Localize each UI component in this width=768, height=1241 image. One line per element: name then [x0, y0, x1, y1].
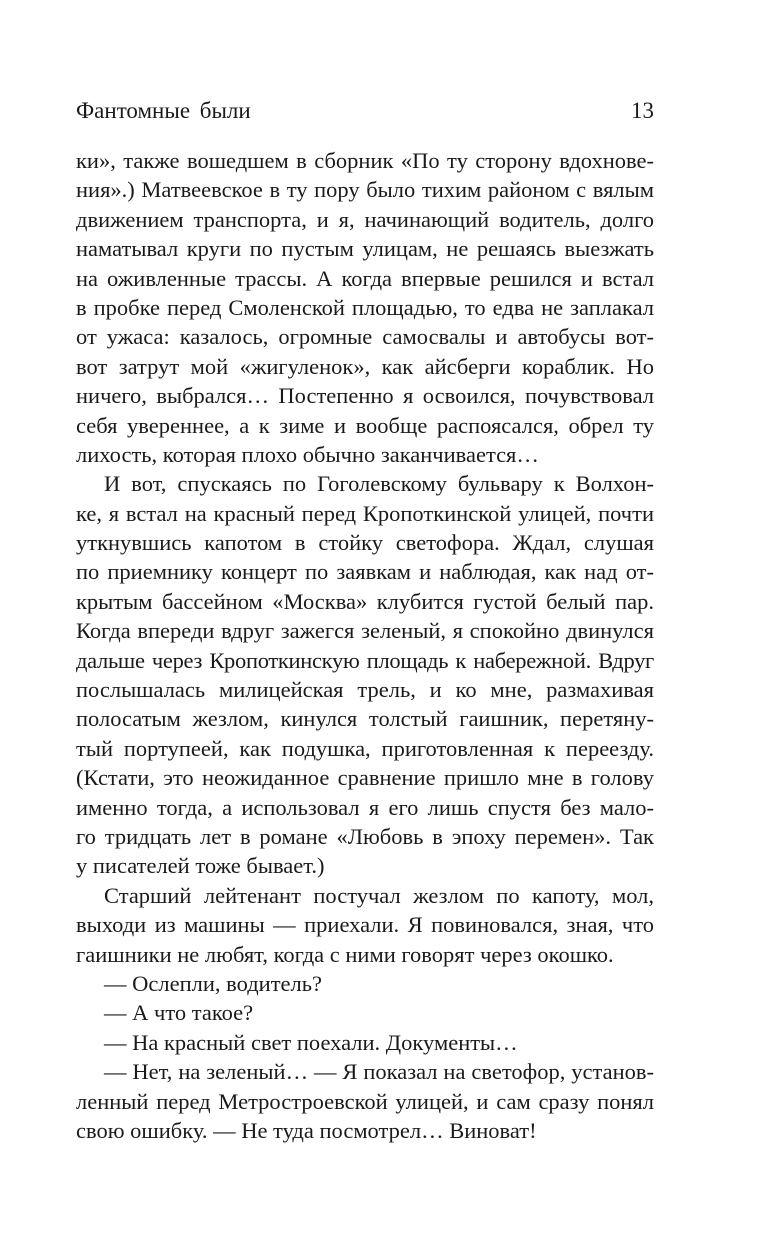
text-line: в пробке перед Смоленской площадью, то едва не заплакал [76, 294, 654, 320]
text-line: лихость, которая плохо обычно заканчивается… [76, 441, 539, 467]
text-line: себя увереннее, а к зиме и вообще распоясался, обрел ту [76, 412, 654, 438]
text-line: И вот, спускаясь по Гоголевскому бульвару к Волхон- [104, 471, 654, 497]
text-line: крытым бассейном «Москва» клубится густой белый пар. [76, 588, 654, 614]
page-number: 13 [631, 98, 654, 123]
text-line: дальше через Кропоткинскую площадь к набережной. Вдруг [76, 647, 654, 673]
text-line: ки», также вошедшем в сборник «По ту сторону вдохнове- [76, 148, 654, 173]
text-line: — На красный свет поехали. Документы… [104, 1029, 518, 1055]
text-line: наматывал круги по пустым улицам, не решаясь выезжать [76, 236, 654, 262]
text-line: тый портупеей, как подушка, приготовленная к переезду. [76, 735, 654, 761]
body-text [76, 146, 654, 1145]
text-line: у писателей тоже бывает.) [76, 853, 325, 879]
paragraph [76, 469, 654, 880]
text-line: именно тогда, а использовал я его лишь спустя без мало- [76, 794, 654, 820]
text-line: ничего, выбрался… Постепенно я освоился, почувствовал [76, 383, 654, 409]
text-line: выходи из машины — приехали. Я повиновался, зная, что [76, 912, 654, 938]
text-line: движением транспорта, и я, начинающий водитель, долго [76, 206, 654, 232]
text-line: послышалась милицейская трель, и ко мне, размахивая [76, 677, 654, 703]
paragraph [76, 881, 654, 969]
text-line: свою ошибку. — Не туда посмотрел… Виноват! [76, 1117, 537, 1143]
text-line: на оживленные трассы. А когда впервые решился и встал [76, 265, 654, 291]
text-line: — Ослепли, водитель? [104, 970, 322, 996]
text-line: Старший лейтенант постучал жезлом по капоту, мол, [104, 882, 654, 908]
text-line: ленный перед Метростроевской улицей, и сам сразу понял [76, 1088, 654, 1114]
text-line: вот затрут мой «жигуленок», как айсберги кораблик. Но [76, 353, 654, 379]
text-line: — Нет, на зеленый… — Я показал на светофор, установ- [104, 1059, 654, 1085]
running-title: Фантомные были [76, 98, 251, 123]
text-line: уткнувшись капотом в стойку светофора. Ждал, слушая [76, 530, 654, 556]
text-line: гаишники не любят, когда с ними говорят через окошко. [76, 941, 614, 967]
paragraph [76, 146, 654, 469]
text-line: полосатым жезлом, кинулся толстый гаишник, перетяну- [76, 706, 654, 732]
paragraph [76, 969, 654, 998]
paragraph [76, 1028, 654, 1057]
book-page [76, 0, 654, 1241]
text-line: ке, я встал на красный перед Кропоткинской улицей, почти [76, 500, 654, 526]
paragraph [76, 1057, 654, 1145]
text-line: — А что такое? [104, 1000, 254, 1026]
running-header [76, 96, 654, 126]
text-line: от ужаса: казалось, огромные самосвалы и автобусы вот- [76, 324, 654, 350]
text-line: ния».) Матвеевское в ту пору было тихим районом с вялым [76, 177, 654, 203]
text-line: по приемнику концерт по заявкам и наблюдая, как над от- [76, 559, 654, 585]
text-line: (Кстати, это неожиданное сравнение пришло мне в голову [76, 765, 654, 791]
paragraph [76, 998, 654, 1027]
text-line: го тридцать лет в романе «Любовь в эпоху перемен». Так [76, 823, 654, 849]
text-line: Когда впереди вдруг зажегся зеленый, я спокойно двинулся [76, 618, 654, 644]
